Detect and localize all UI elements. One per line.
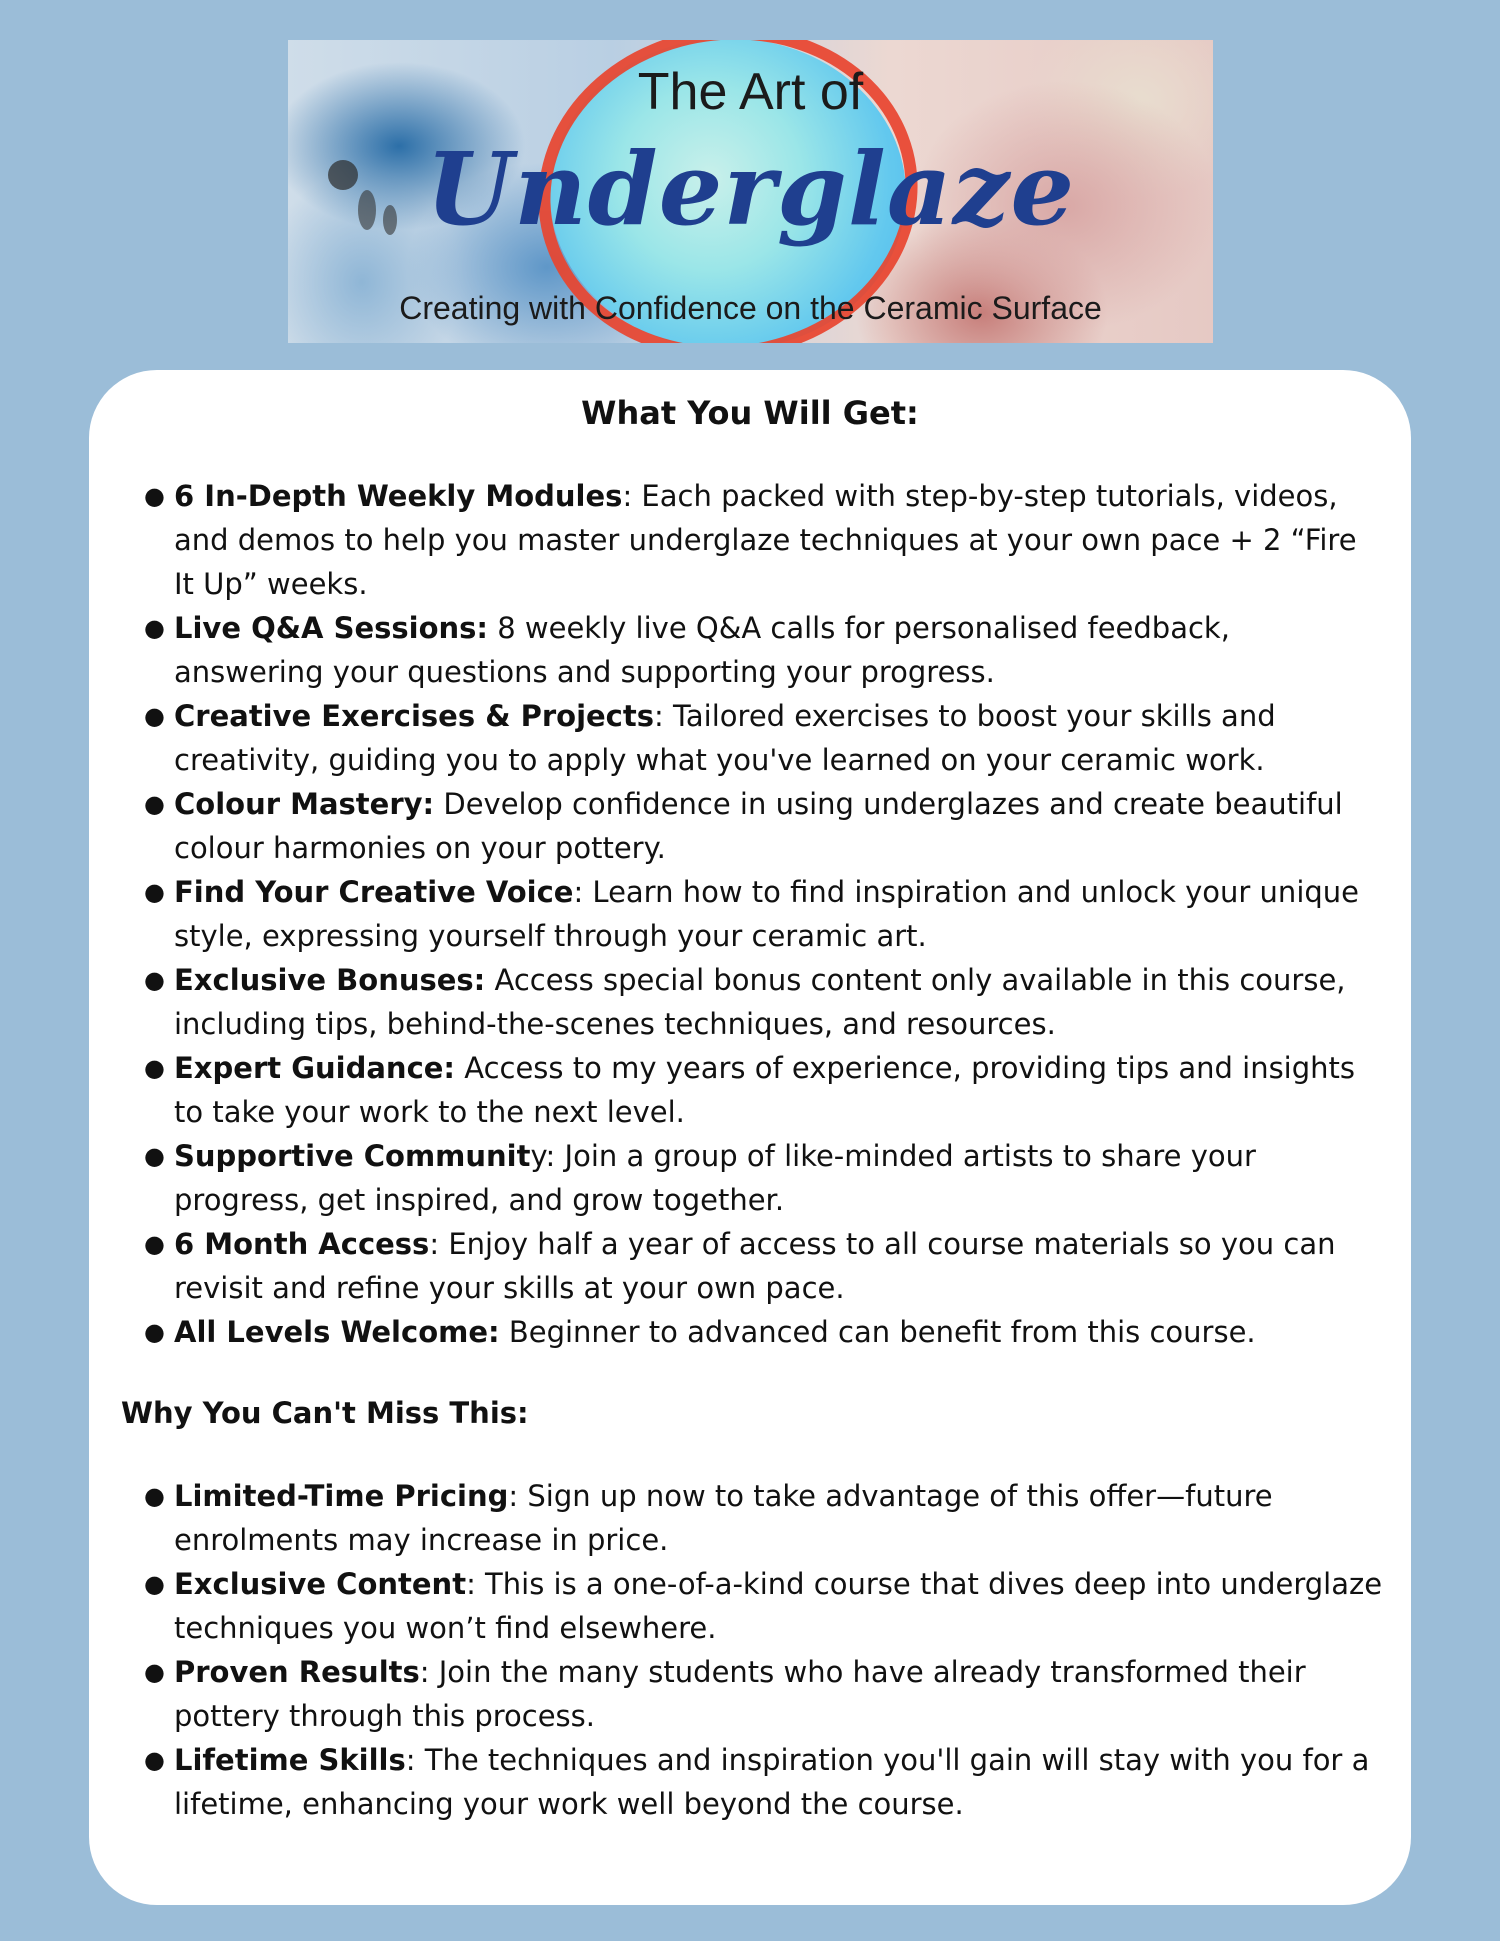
bullet-icon: ● [144, 1230, 165, 1258]
item-bold-label: Supportive Communit [174, 1139, 531, 1173]
banner-title-script: Underglaze [425, 130, 1076, 248]
item-bold-label: Proven Results [174, 1655, 420, 1689]
list-item [144, 782, 1383, 870]
bullet-icon: ● [144, 482, 165, 510]
list-item [144, 474, 1383, 606]
reasons-list [89, 1474, 1411, 1826]
bullet-icon: ● [144, 1482, 165, 1510]
item-bold-label: Exclusive Content [174, 1567, 467, 1601]
item-text: : The techniques and inspiration you'll gain will stay with you for a lifetime, enhancing your work well beyond the course. [174, 1743, 1370, 1821]
section-heading-what-you-get: What You Will Get: [581, 394, 919, 432]
item-text: : This is a one-of-a-kind course that dives deep into underglaze techniques you won’t find elsewhere. [174, 1567, 1383, 1645]
item-bold-label: Limited-Time Pricing [174, 1479, 509, 1513]
list-item [144, 870, 1383, 958]
banner-subtitle: Creating with Confidence on the Ceramic Surface [399, 290, 1102, 326]
bullet-icon: ● [144, 966, 165, 994]
item-bold-label: Creative Exercises & Projects [174, 699, 654, 733]
item-bold-label: Live Q&A Sessions: [174, 611, 489, 645]
item-text: : Tailored exercises to boost your skills and creativity, guiding you to apply what you've learned on your ceramic work. [174, 699, 1276, 777]
item-bold-label: Colour Mastery: [174, 787, 435, 821]
list-item [144, 958, 1383, 1046]
benefits-list [89, 474, 1411, 1354]
bullet-icon: ● [144, 878, 165, 906]
item-text: y: Join a group of like-minded artists to share your progress, get inspired, and grow together. [174, 1139, 1256, 1217]
item-bold-label: 6 In-Depth Weekly Modules [174, 479, 623, 513]
list-item [144, 606, 1383, 694]
bullet-icon: ● [144, 1142, 165, 1170]
item-text: 8 weekly live Q&A calls for personalised feedback, answering your questions and supporting your progress. [174, 611, 1230, 689]
item-bold-label: Lifetime Skills [174, 1743, 406, 1777]
section-heading-why-cant-miss: Why You Can't Miss This: [121, 1396, 529, 1430]
item-text: Develop confidence in using underglazes and create beautiful colour harmonies on your pottery. [174, 787, 1343, 865]
item-bold-label: Expert Guidance: [174, 1051, 456, 1085]
bullet-icon: ● [144, 702, 165, 730]
item-bold-label: 6 Month Access [174, 1227, 430, 1261]
list-item [144, 1650, 1383, 1738]
item-text: : Join the many students who have already transformed their pottery through this process. [174, 1655, 1306, 1733]
bullet-icon: ● [144, 1570, 165, 1598]
list-item [144, 1562, 1383, 1650]
item-bold-label: Find Your Creative Voice [174, 875, 574, 909]
item-bold-label: All Levels Welcome: [174, 1315, 500, 1349]
item-bold-label: Exclusive Bonuses: [174, 963, 486, 997]
bullet-icon: ● [144, 790, 165, 818]
list-item [144, 1310, 1383, 1354]
item-text: Beginner to advanced can benefit from this course. [499, 1315, 1256, 1349]
bullet-icon: ● [144, 1318, 165, 1346]
item-text: : Enjoy half a year of access to all course materials so you can revisit and refine your skills at your own pace. [174, 1227, 1336, 1305]
item-text: : Each packed with step-by-step tutorials, videos, and demos to help you master underglaze techniques at your own pace + 2 “Fire It Up” weeks. [174, 479, 1357, 601]
list-item [144, 1738, 1383, 1826]
list-item [144, 694, 1383, 782]
list-item [144, 1134, 1383, 1222]
bullet-icon: ● [144, 1658, 165, 1686]
bullet-icon: ● [144, 1054, 165, 1082]
item-text: Access special bonus content only available in this course, including tips, behind-the-scenes techniques, and resources. [174, 963, 1346, 1041]
bullet-icon: ● [144, 614, 165, 642]
list-item [144, 1046, 1383, 1134]
list-item [144, 1222, 1383, 1310]
banner-title-top: The Art of [637, 63, 864, 121]
item-text: : Learn how to find inspiration and unlock your unique style, expressing yourself through your ceramic art. [174, 875, 1360, 953]
bullet-icon: ● [144, 1746, 165, 1774]
item-text: Access to my years of experience, providing tips and insights to take your work to the next level. [174, 1051, 1356, 1129]
item-text: : Sign up now to take advantage of this offer—future enrolments may increase in price. [174, 1479, 1273, 1557]
list-item [144, 1474, 1383, 1562]
content-card [89, 370, 1411, 1905]
course-banner [288, 40, 1213, 343]
